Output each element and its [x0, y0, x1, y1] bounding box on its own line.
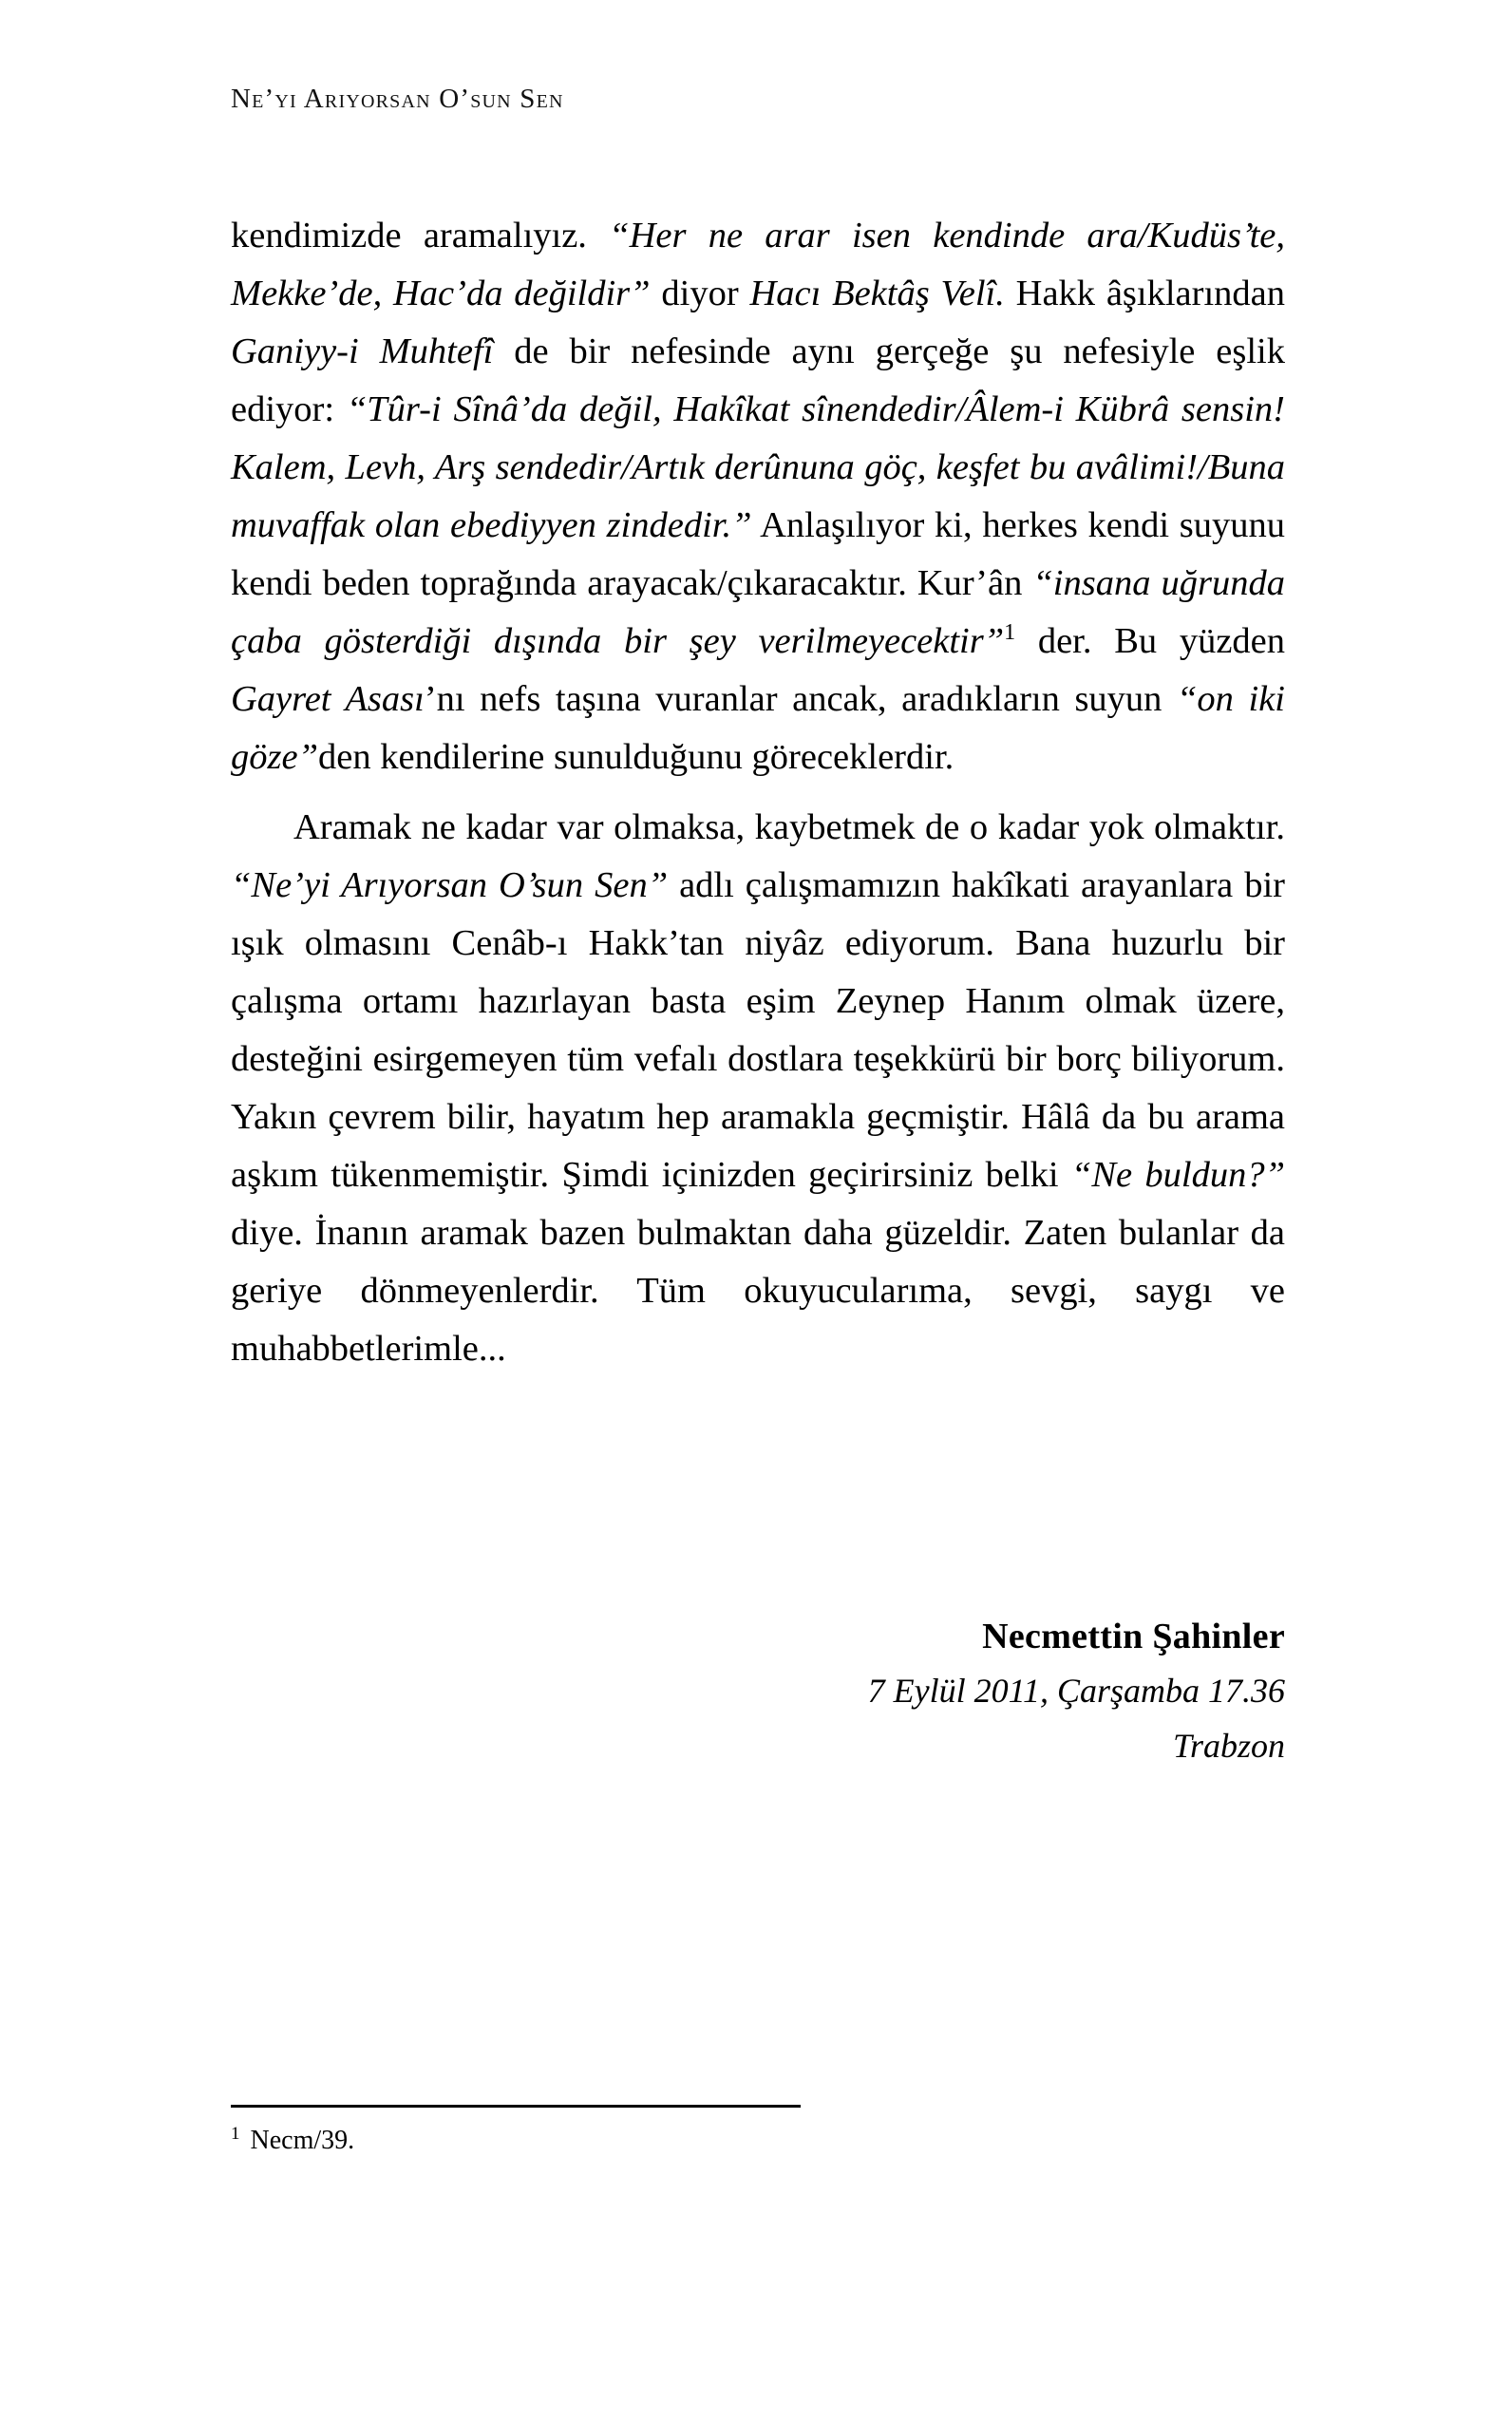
footnote-separator-rule	[231, 2105, 801, 2108]
text-run: de bir nefesinde aynı gerçeğe şu nefesiyle eşlik ediyor:	[231, 331, 1285, 429]
text-run: den kendilerine sunulduğunu göreceklerdir.	[317, 737, 954, 777]
italic-run: Hacı Bektâş Velî.	[749, 274, 1005, 313]
italic-run: “on iki göze”	[231, 679, 1285, 777]
footnote-1	[231, 2123, 1285, 2159]
text-run: diyor	[650, 274, 750, 313]
text-run: adlı çalışmamızın hakîkati arayanlara bir ışık olmasını Cenâb-ı Hakk’tan niyâz ediyorum. Bana huzurlu bir çalışma ortamı hazırlayan basta eşim Zeynep Hanım olmak üzere, desteğini esirgemeyen tüm vefalı dostlara teşekkürü bir borç biliyorum. Yakın çevrem bilir, hayatım hep aramakla geçmiştir. Hâlâ da bu arama aşkım tükenmemiştir. Şimdi içinizden geçirirsiniz belki	[231, 865, 1285, 1195]
text-run: ’nı nefs taşına vuranlar ancak, aradıkların suyun	[424, 679, 1178, 719]
footnote-number: 1	[231, 2123, 240, 2144]
text-run: Hakk âşıklarından	[1004, 274, 1285, 313]
footnote-body: Necm/39.	[250, 2126, 355, 2155]
text-run: kendimizde aramalıyız.	[231, 216, 610, 255]
text-run: Anlaşılıyor ki, herkes kendi suyunu kendi beden toprağında arayacak/çıkaracaktır. Kur’ân	[231, 505, 1285, 603]
italic-run: “insana uğrunda çaba gösterdiği dışında bir şey verilmeyecektir”	[231, 563, 1286, 661]
italic-run: “Ne’yi Arıyorsan O’sun Sen”	[231, 865, 669, 905]
italic-run: Gayret Asası	[231, 679, 425, 719]
paragraph-1	[231, 207, 1285, 786]
signature-date: 7 Eylül 2011, Çarşamba 17.36	[867, 1672, 1285, 1710]
italic-run: “Ne buldun?”	[1070, 1155, 1285, 1195]
text-run: Aramak ne kadar var olmaksa, kaybetmek de o kadar yok olmaktır.	[293, 807, 1285, 847]
paragraph-2	[231, 799, 1285, 1378]
italic-run: Ganiyy-i Muhtefî	[231, 331, 494, 371]
text-run: diye. İnanın aramak bazen bulmaktan daha güzeldir. Zaten bulanlar da geriye dönmeyenlerdir. Tüm okuyucularıma, sevgi, saygı ve muhabbetlerimle...	[231, 1213, 1285, 1369]
body-text-block	[231, 207, 1285, 1378]
text-run: der. Bu yüzden	[1015, 621, 1285, 661]
signature-place: Trabzon	[1172, 1727, 1285, 1765]
italic-run: “Her ne arar isen kendinde ara/Kudüs’te, Mekke’de, Hac’da değildir”	[231, 216, 1285, 313]
author-name: Necmettin Şahinler	[982, 1617, 1285, 1656]
signature-block	[231, 1610, 1285, 1773]
italic-run: “Tûr-i Sînâ’da değil, Hakîkat sînendedir/Âlem-i Kübrâ sensin! Kalem, Levh, Arş sendedir/Artık derûnuna göç, keşfet bu avâlimi!/Buna muvaffak olan ebediyyen zindedir.”	[231, 389, 1285, 545]
running-header: Ne’yi Arıyorsan O’sun Sen	[231, 84, 564, 114]
footnote-area	[231, 2105, 1285, 2159]
footnote-reference: 1	[1004, 620, 1016, 646]
